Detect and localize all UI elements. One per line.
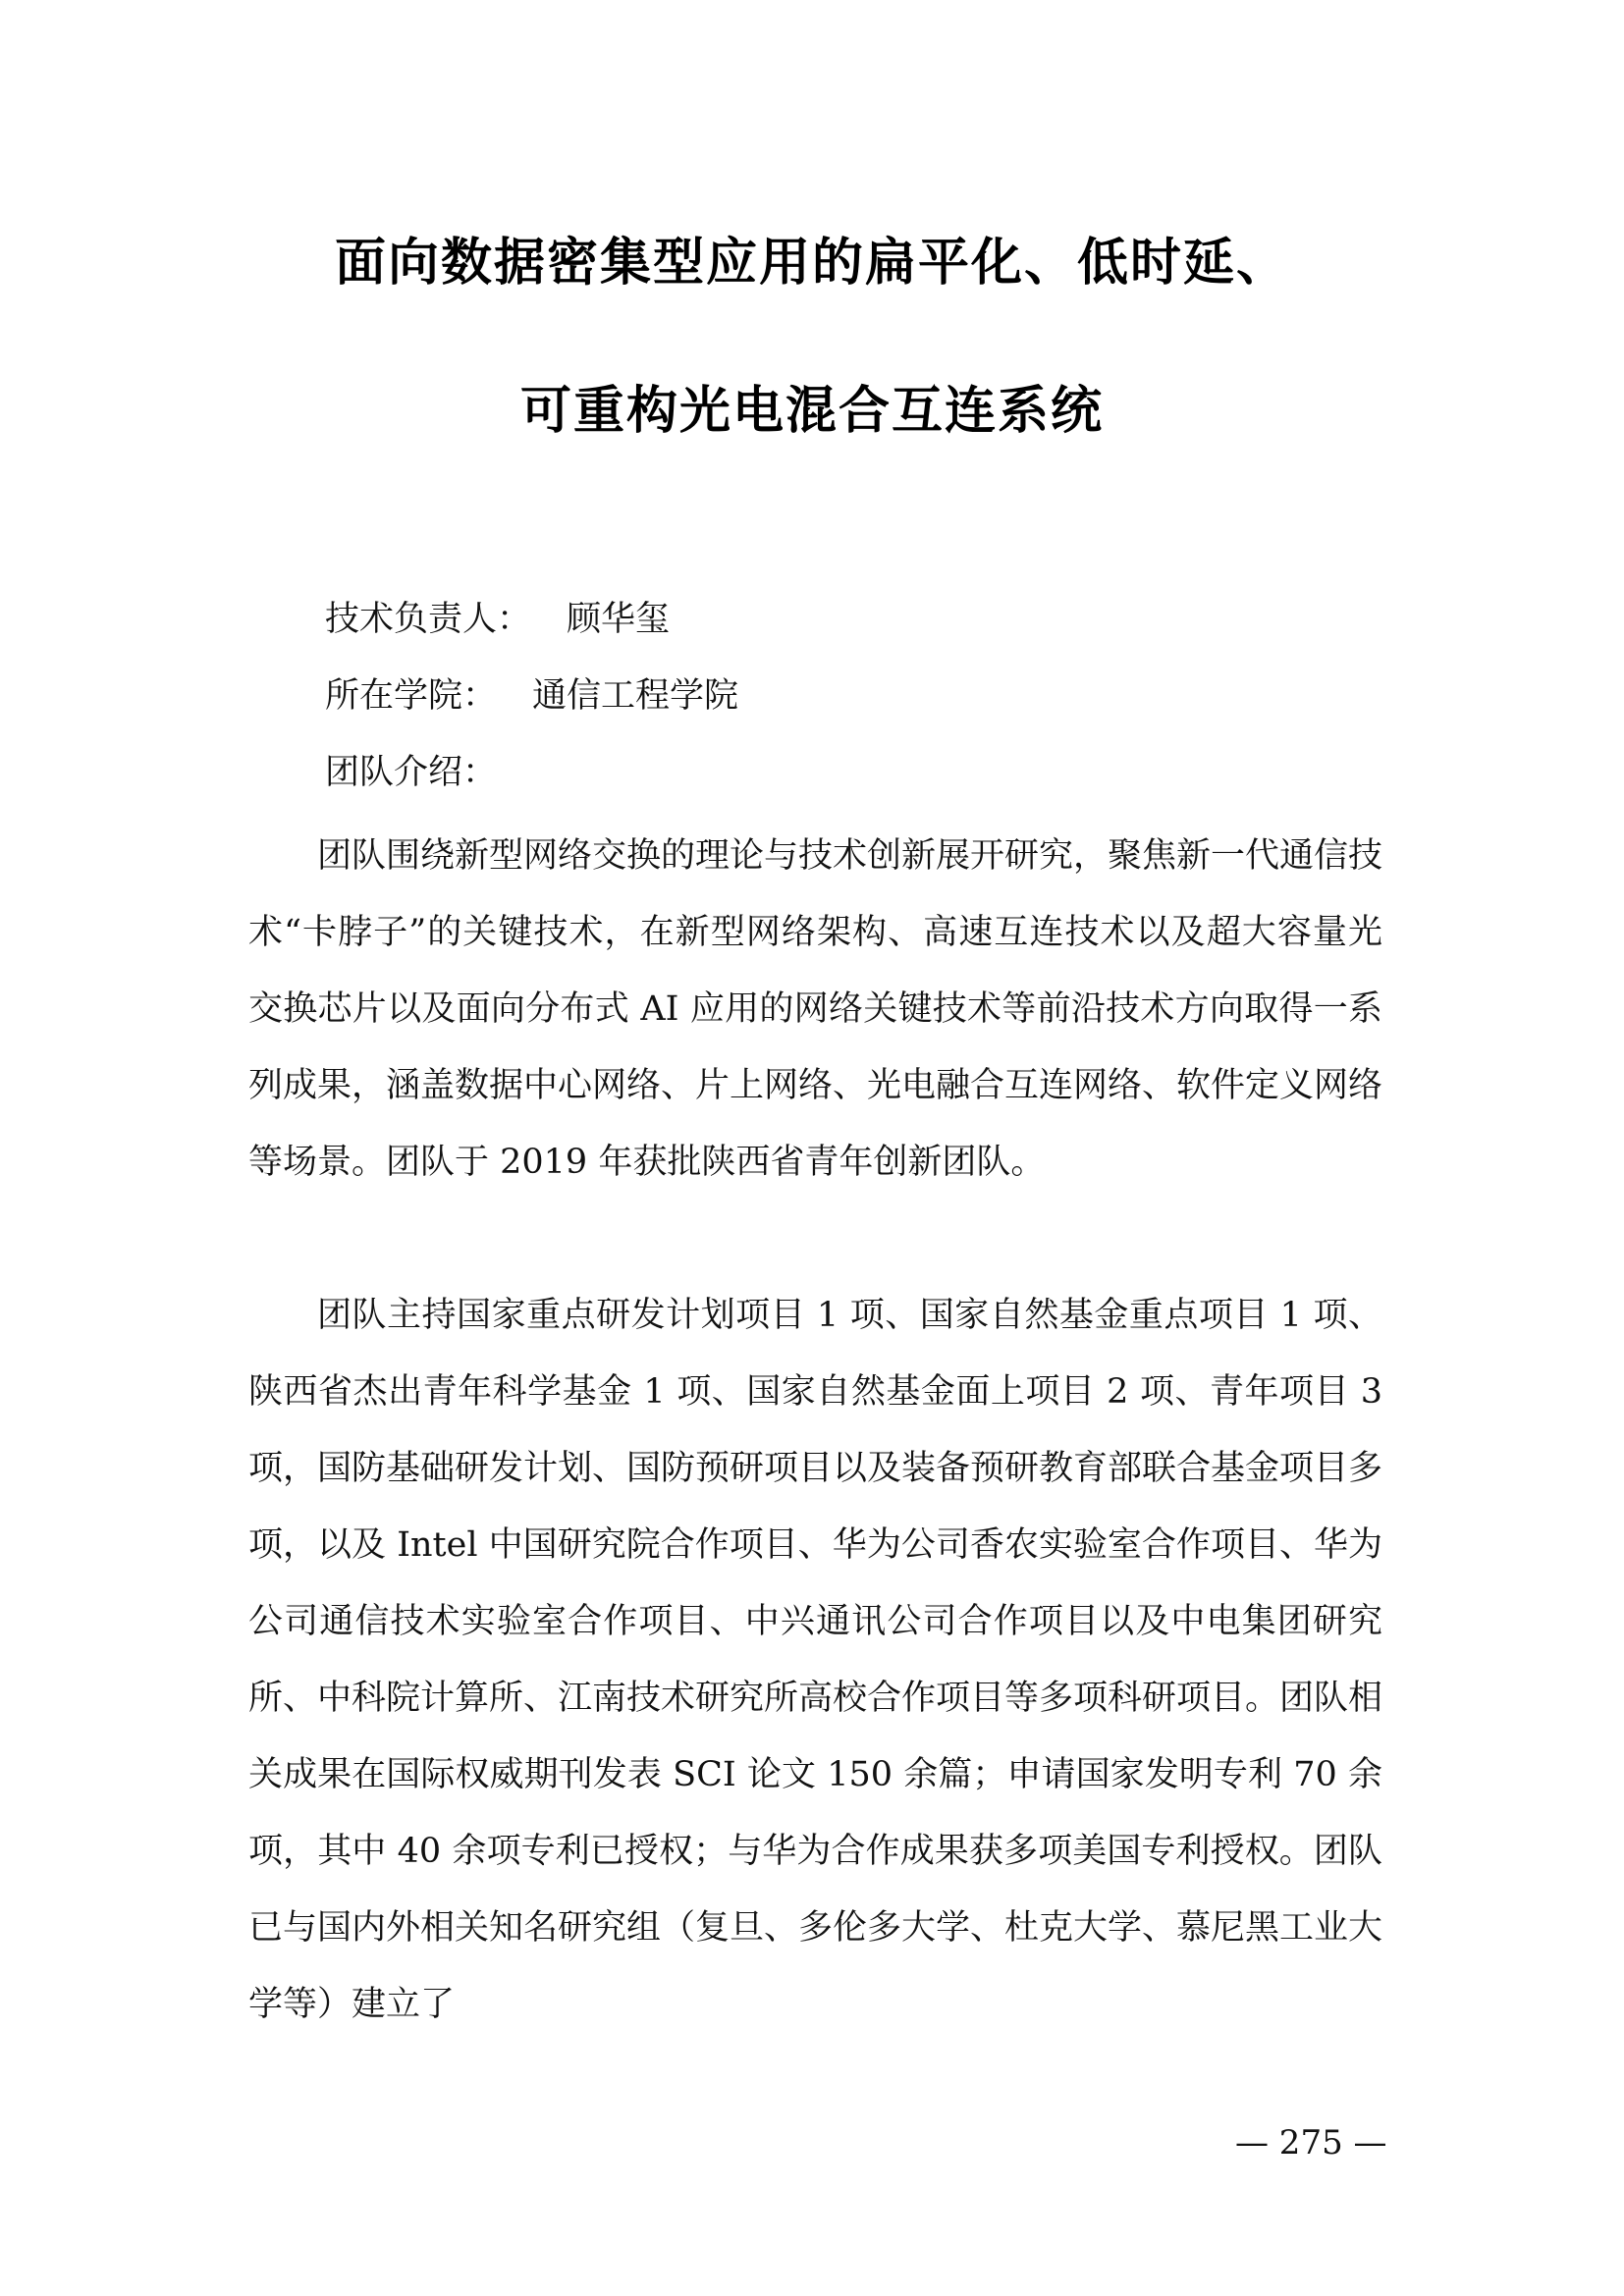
body-paragraph-2: 团队主持国家重点研发计划项目 1 项、国家自然基金重点项目 1 项、陕西省杰出青年科学基金 1 项、国家自然基金面上项目 2 项、青年项目 3 项，国防基础研发计划、国防预研项目以及装备预研教育部联合基金项目多项，以及 Intel 中国研究院合作项目、华为公司香农实验室合作项目、华为公司通信技术实验室合作项目、中兴通讯公司合作项目以及中电集团研究所、中科院计算所、江南技术研究所高校合作项目等多项科研项目。团队相关成果在国际权威期刊发表 SCI 论文 150 余篇；申请国家发明专利 70 余项，其中 40 余项专利已授权；与华为合作成果获多项美国专利授权。团队已与国内外相关知名研究组（复旦、多伦多大学、杜克大学、慕尼黑工业大学等）建立了 — [248, 1296, 1383, 2024]
college-label: 所在学院： — [325, 676, 498, 716]
technical-leader-value: 顾华玺 — [567, 600, 671, 639]
technical-leader-label: 技术负责人： — [325, 600, 532, 639]
page-number: — 275 — — [1235, 2123, 1387, 2163]
college-row — [325, 671, 738, 721]
document-title-line-1: 面向数据密集型应用的扁平化、低时延、 — [334, 234, 1289, 293]
document-title-line-2: 可重构光电混合互连系统 — [519, 382, 1104, 441]
college-value: 通信工程学院 — [532, 676, 739, 716]
body-paragraph-1: 团队围绕新型网络交换的理论与技术创新展开研究，聚焦新一代通信技术“卡脖子”的关键技术，在新型网络架构、高速互连技术以及超大容量光交换芯片以及面向分布式 AI 应用的网络关键技术等前沿技术方向取得一系列成果，涵盖数据中心网络、片上网络、光电融合互连网络、软件定义网络等场景。团队于 2019 年获批陕西省青年创新团队。 — [248, 836, 1383, 1182]
team-intro-heading: 团队介绍： — [325, 753, 498, 792]
technical-leader-row — [325, 595, 670, 644]
